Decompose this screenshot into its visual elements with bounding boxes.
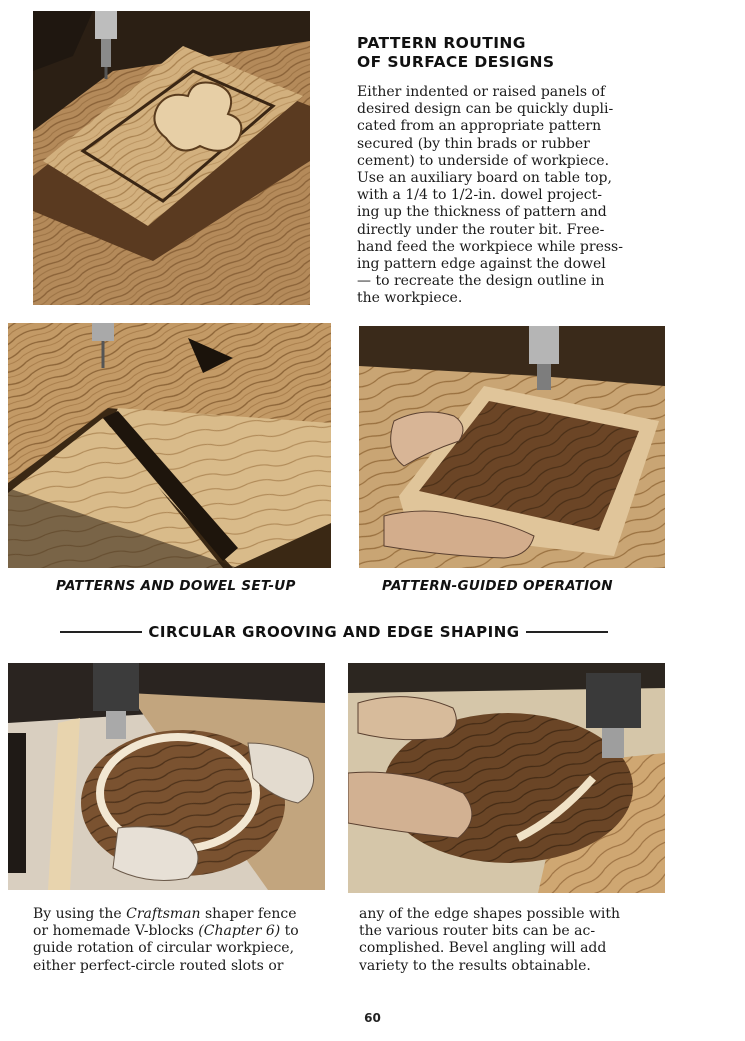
text-span: or homemade V-blocks: [33, 923, 199, 940]
body-line: hand feed the workpiece while press-: [357, 238, 623, 255]
photo-pattern-routing-panel: [33, 11, 310, 305]
body-line: either perfect-circle routed slots or: [33, 957, 284, 974]
text-span: to: [280, 923, 299, 940]
bottom-left-text: [33, 906, 333, 975]
text-span: shaper fence: [200, 906, 297, 922]
body-line: the workpiece.: [357, 290, 463, 307]
photo-circular-grooving: [8, 663, 325, 890]
body-line: directly under the router bit. Free-: [357, 221, 605, 238]
photo-pattern-guided-operation: [359, 326, 665, 568]
body-line: — to recreate the design outline in: [357, 273, 605, 290]
page-number: 60: [364, 1011, 381, 1025]
heading-line: PATTERN ROUTING: [357, 34, 526, 52]
section-title: [60, 622, 608, 642]
emphasis-chapter-ref: (Chapter 6): [198, 923, 281, 940]
body-line: Either indented or raised panels of: [357, 84, 606, 100]
body-line: [33, 906, 333, 923]
body-line: secured (by thin brads or rubber: [357, 135, 590, 152]
top-body-text: [357, 84, 657, 307]
body-line: guide rotation of circular workpiece,: [33, 940, 295, 957]
body-line: ing pattern edge against the dowel: [357, 255, 606, 272]
body-line: the various router bits can be ac-: [359, 923, 596, 940]
body-line: desired design can be quickly dupli-: [357, 101, 614, 118]
section-title-text: CIRCULAR GROOVING AND EDGE SHAPING: [148, 623, 520, 641]
title-rule-right: [526, 631, 608, 633]
body-line: ing up the thickness of pattern and: [357, 204, 607, 221]
body-line: cated from an appropriate pattern: [357, 118, 602, 135]
caption-pattern-guided-operation: PATTERN-GUIDED OPERATION: [382, 578, 613, 594]
body-line: with a 1/4 to 1/2-in. dowel project-: [357, 187, 602, 204]
caption-patterns-dowel-setup: PATTERNS AND DOWEL SET-UP: [56, 578, 296, 594]
title-rule-left: [60, 631, 142, 633]
body-line: variety to the results obtainable.: [359, 957, 591, 974]
section-heading: [357, 34, 657, 72]
body-line: Use an auxiliary board on table top,: [357, 169, 612, 186]
heading-line: OF SURFACE DESIGNS: [357, 53, 555, 71]
body-line: any of the edge shapes possible with: [359, 906, 621, 922]
body-line: cement) to underside of workpiece.: [357, 152, 610, 169]
body-line: [33, 923, 333, 940]
photo-edge-shaping: [348, 663, 665, 893]
emphasis-craftsman: Craftsman: [126, 906, 201, 922]
photo-patterns-dowel-setup: [8, 323, 331, 568]
bottom-right-text: [359, 906, 659, 975]
text-span: By using the: [33, 906, 127, 922]
body-line: complished. Bevel angling will add: [359, 940, 607, 957]
